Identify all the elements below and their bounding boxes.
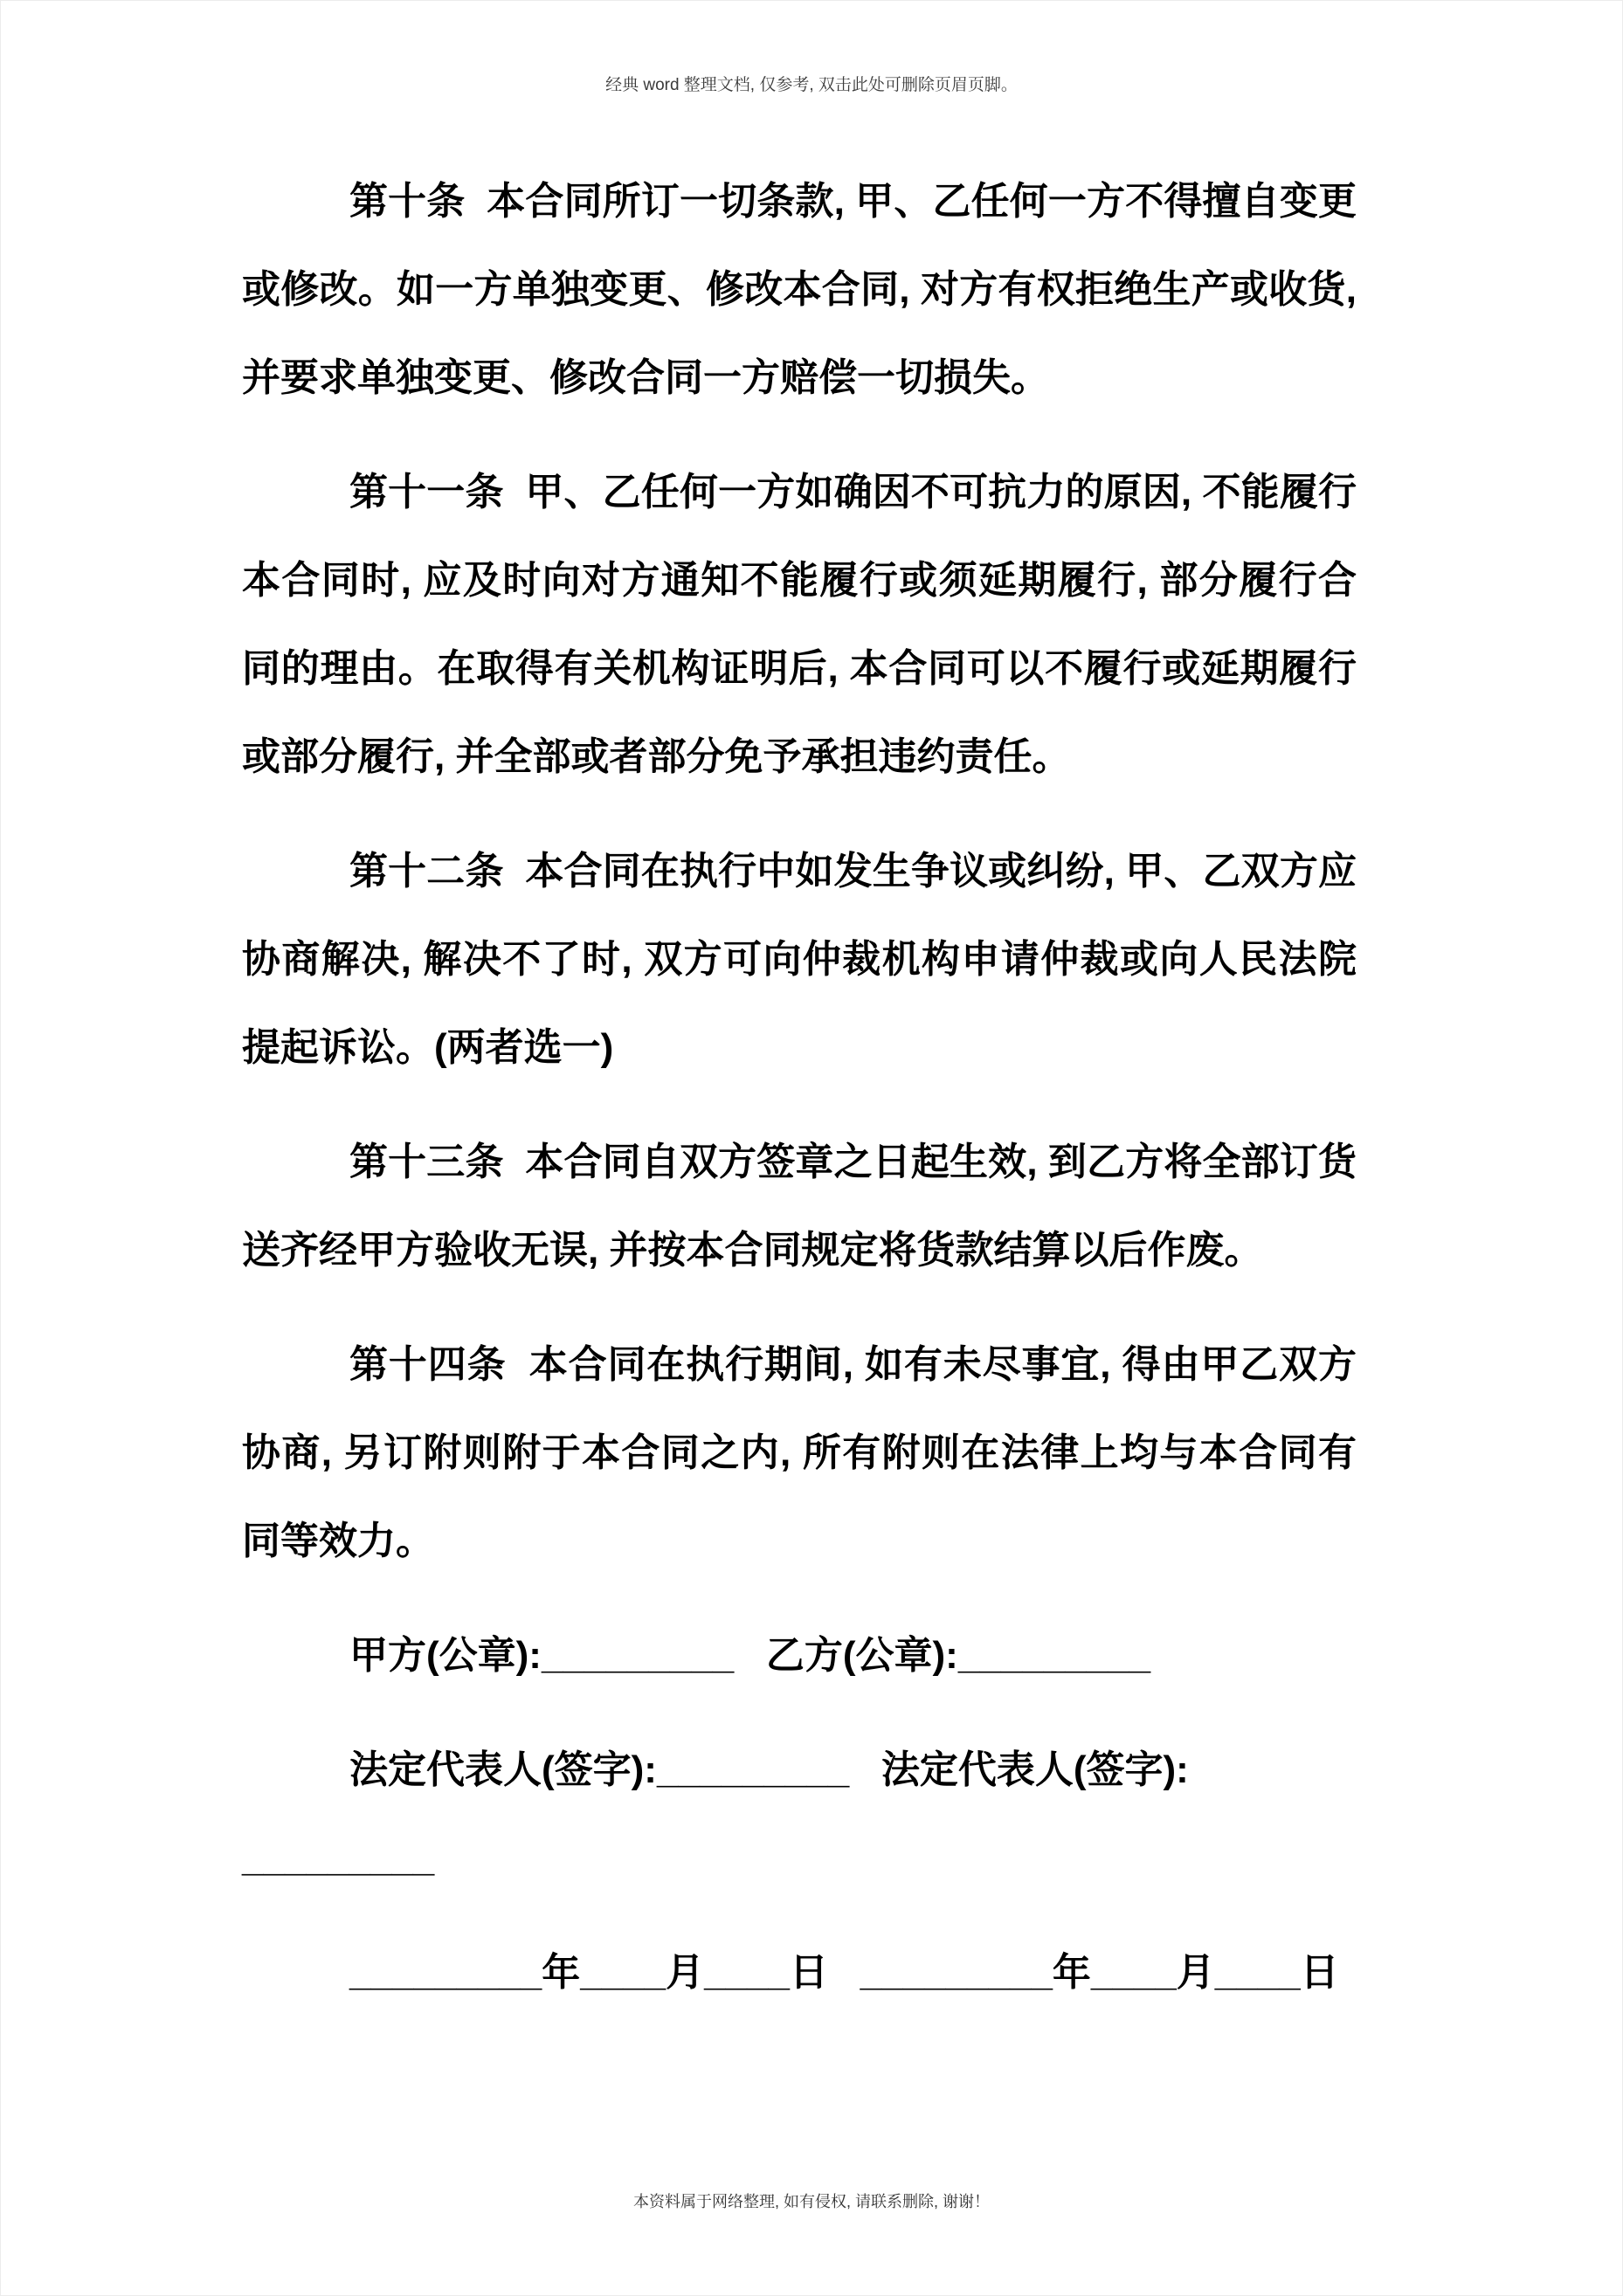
seal-signature-line: 甲方(公章):_________ 乙方(公章):_________ [349,1634,1151,1677]
date-line: _________年____月____日 _________年____月____日 [349,1951,1339,1994]
page-footer-note: 本资料属于网络整理, 如有侵权, 请联系删除, 谢谢！ [632,2193,990,2210]
clause-article-14: 第十四条 本合同在执行期间, 如有未尽事宜, 得由甲乙双方协商, 另订附则附于本合同之内, 所有附则在法律上均与本合同有同等效力。 [242,1343,1357,1562]
clause-article-11: 第十一条 甲、乙任何一方如确因不可抗力的原因, 不能履行本合同时, 应及时向对方通知不能履行或须延期履行, 部分履行合同的理由。在取得有关机构证明后, 本合同可以不履行或延期履行或部分履行, 并全部或者部分免予承担违约责任。 [242,471,1357,778]
page-header-note: 经典 word 整理文档, 仅参考, 双击此处可删除页眉页脚。 [605,76,1018,94]
clause-article-12: 第十二条 本合同在执行中如发生争议或纠纷, 甲、乙双方应协商解决, 解决不了时, 双方可向仲裁机构申请仲裁或向人民法院提起诉讼。(两者选一) [242,850,1357,1069]
clause-article-13: 第十三条 本合同自双方签章之日起生效, 到乙方将全部订货送齐经甲方验收无误, 并按本合同规定将货款结算以后作废。 [242,1141,1357,1272]
representative-signature-line: 法定代表人(签字):_________ 法定代表人(签字): [349,1748,1189,1791]
signature-continuation-line: _________ [242,1837,435,1879]
contract-body [242,157,1368,2043]
clause-article-10: 第十条 本合同所订一切条款, 甲、乙任何一方不得擅自变更或修改。如一方单独变更、修改本合同, 对方有权拒绝生产或收货, 并要求单独变更、修改合同一方赔偿一切损失。 [242,180,1368,399]
